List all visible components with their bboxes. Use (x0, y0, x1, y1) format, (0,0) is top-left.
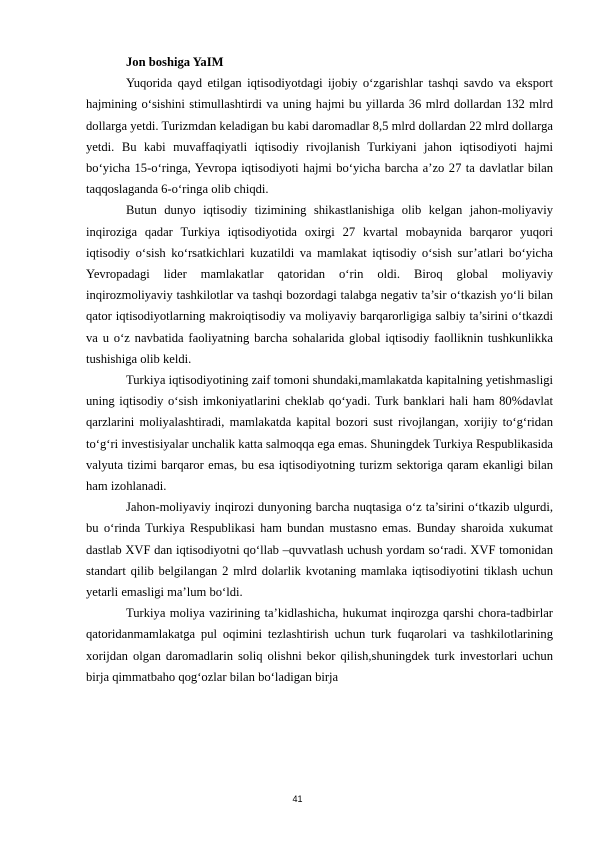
paragraph-3: Turkiya iqtisodiyotining zaif tomoni shundaki,mamlakatda kapitalning yetishmasligi uning iqtisodiy o‘sish imkoniyatlarini cheklab qo‘yadi. Turk banklari hali ham 80%davlat qarzlarini moliyalashtiradi, mamlakatda kapital bozori sust rivojlangan, xorijiy to‘g‘ridan to‘g‘ri investisiyalar unchalik katta salmoqqa ega emas. Shuningdek Turkiya Respublikasida valyuta tizimi barqaror emas, bu esa iqtisodiyotning turizm sektoriga qaram ekanligi bilan ham izohlanadi. (86, 373, 553, 494)
body-text (86, 52, 553, 688)
paragraph-2: Butun dunyo iqtisodiy tizimining shikastlanishiga olib kelgan jahon-moliyaviy inqiroziga qadar Turkiya iqtisodiyotida oxirgi 27 kvartal mobaynida barqaror yuqori iqtisodiy o‘sish ko‘rsatkichlari kuzatildi va mamlakat iqtisodiy o‘sish sur’atlari bo‘yicha Yevropadagi lider mamlakatlar qatoridan o‘rin oldi. Biroq global moliyaviy inqirozmoliyaviy tashkilotlar va tashqi bozordagi talabga negativ ta’sir o‘tkazish yo‘li bilan qator iqtisodiyotlarning makroiqtisodiy va moliyaviy barqarorligiga salbiy ta’sirini o‘tkazdi va u o‘z navbatida faoliyatning barcha sohalarida global iqtisodiy faolliknin tushkunlikka tushishiga olib keldi. (86, 203, 553, 366)
page-number: 41 (292, 794, 303, 804)
paragraph-1: Yuqorida qayd etilgan iqtisodiyotdagi ijobiy o‘zgarishlar tashqi savdo va eksport hajmining o‘sishini stimullashtirdi va uning hajmi bu yillarda 36 mlrd dollardan 132 mlrd dollarga yetdi. Turizmdan keladigan bu kabi daromadlar 8,5 mlrd dollardan 22 mlrd dollarga yetdi. Bu kabi muvaffaqiyatli iqtisodiy rivojlanish Turkiyani jahon iqtisodiyoti hajmi bo‘yicha 15-o‘ringa, Yevropa iqtisodiyoti hajmi bo‘yicha barcha a’zo 27 ta davlatlar bilan taqqoslaganda 6-o‘ringa olib chiqdi. (86, 76, 553, 197)
paragraph-5: Turkiya moliya vazirining ta’kidlashicha, hukumat inqirozga qarshi chora-tadbirlar qatoridanmamlakatga pul oqimini tezlashtirish uchun turk fuqarolari va tashkilotlarining xorijdan olgan daromadlarin soliq olishni bekor qilish,shuningdek turk investorlari uchun birja qimmatbaho qog‘ozlar bilan bo‘ladigan birja (86, 606, 553, 684)
section-heading: Jon boshiga YaIM (126, 55, 224, 69)
paragraph-4: Jahon-moliyaviy inqirozi dunyoning barcha nuqtasiga o‘z ta’sirini o‘tkazib ulgurdi, bu o‘rinda Turkiya Respublikasi ham bundan mustasno emas. Bunday sharoida xukumat dastlab XVF dan iqtisodiyotni qo‘llab –quvvatlash uchush yordam so‘radi. XVF tomonidan standart qilib belgilangan 2 mlrd dolarlik kvotaning mamlaka iqtisodiyotini tiklash uchun yetarli emasligi ma’lum bo‘ldi. (86, 500, 553, 600)
